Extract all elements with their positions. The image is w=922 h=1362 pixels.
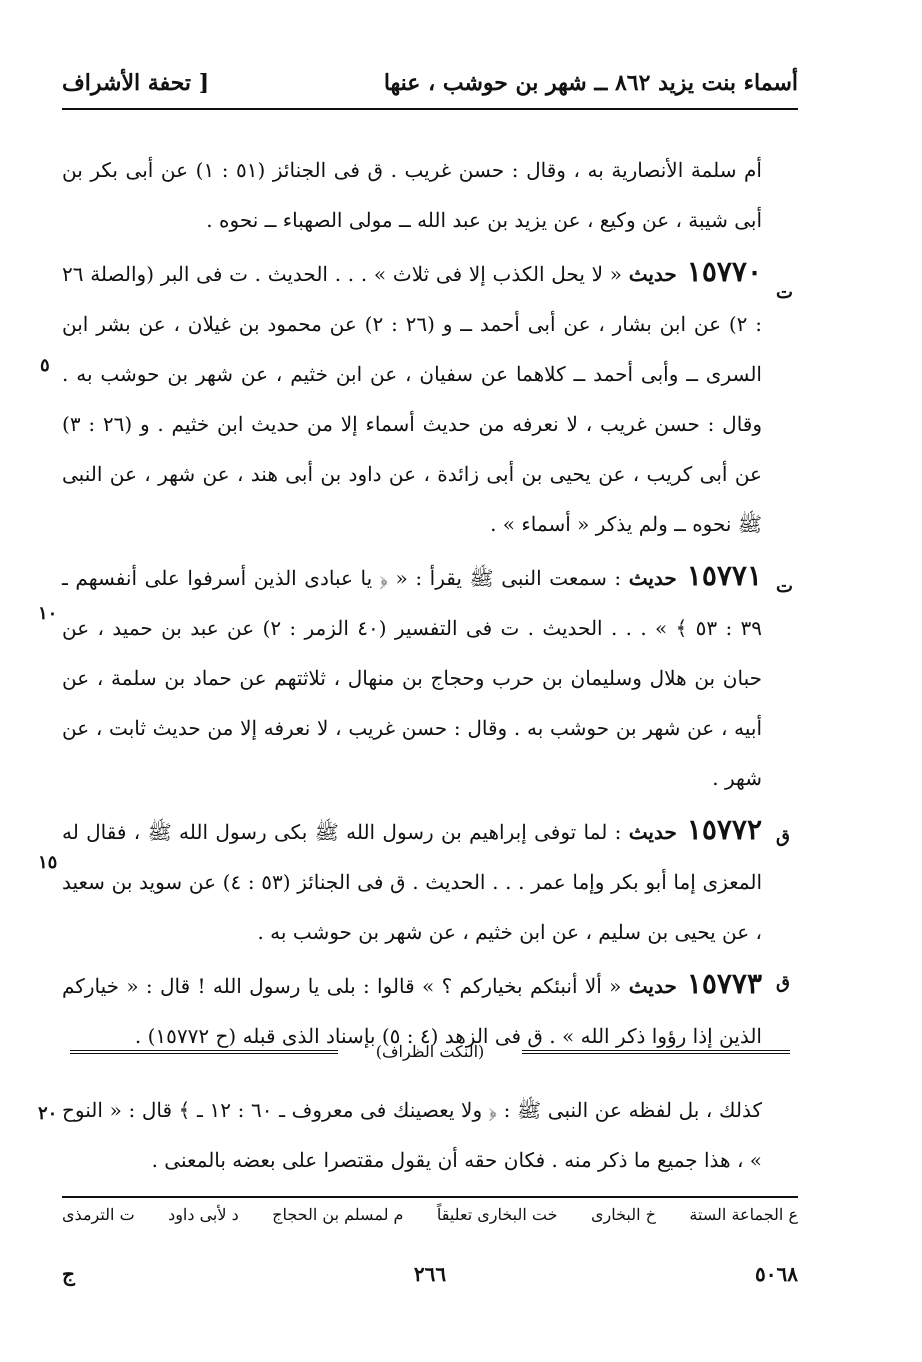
legend-item: ت الترمذى [62, 1205, 135, 1224]
notes-section [62, 1085, 762, 1185]
header-title: أسماء بنت يزيد ٨٦٢ ــ شهر بن حوشب ، عنها [383, 70, 798, 96]
main-text [62, 145, 762, 1061]
margin-line-number: ١٥ [38, 852, 58, 873]
hadith-keyword: حديث [628, 262, 677, 286]
hadith-entry [62, 551, 762, 803]
margin-line-number: ٢٠ [38, 1103, 58, 1124]
header-book-title: [ تحفة الأشراف [62, 70, 210, 96]
divider-rule-right [522, 1050, 790, 1054]
divider-title: (النكت الظراف) [375, 1042, 485, 1061]
margin-line-number: ٥ [40, 355, 50, 376]
legend-item: خ البخارى [590, 1205, 656, 1224]
margin-source-siglum: ق [776, 826, 790, 847]
hadith-text: : لما توفى إبراهيم بن رسول الله ﷺ بكى رسول الله ﷺ ، فقال له المعزى إما أبو بكر وإما عمر . . . الحديث . ق فى الجنائز (٥٣ : ٤) عن سويد بن سعيد ، عن يحيى بن سليم ، عن ابن خثيم ، عن شهر بن حوشب به . [62, 820, 763, 944]
margin-line-number: ١٠ [38, 603, 58, 624]
legend-item: خت البخارى تعليقاً [436, 1205, 558, 1224]
opening-paragraph: أم سلمة الأنصارية به ، وقال : حسن غريب . ق فى الجنائز (٥١ : ١) عن أبى بكر بن أبى شيبة ، عن وكيع ، عن يزيد بن عبد الله ــ مولى الصهباء ــ نحوه . [62, 158, 762, 232]
hadith-text: : سمعت النبى ﷺ يقرأ : « ﴿ يا عبادى الذين أسرفوا على أنفسهم ـ ٣٩ : ٥٣ ﴾ » . . . الحديث . ت فى التفسير (٤٠ الزمر : ٢) عن عبد بن حميد ، عن حبان بن هلال وسليمان بن حرب وحجاج بن منهال ، ثلاثتهم عن حماد بن سلمة ، عن أبيه ، عن شهر بن حوشب به . وقال : حسن غريب ، لا نعرفه إلا من حديث ثابت ، عن شهر . [62, 566, 763, 790]
legend-item: د لأبى داود [168, 1205, 239, 1224]
footnote-rule [62, 1196, 798, 1198]
section-divider [70, 1042, 790, 1064]
hadith-keyword: حديث [628, 820, 677, 844]
volume-mark: ج [62, 1262, 75, 1286]
page-footer [62, 1262, 798, 1292]
hadith-number: ١٥٧٧٠ [686, 255, 762, 288]
entry-number: ٥٠٦٨ [755, 1262, 798, 1286]
page-number: ٢٦٦ [413, 1262, 447, 1286]
hadith-text: « لا يحل الكذب إلا فى ثلاث » . . . الحديث . ت فى البر (والصلة ٢٦ : ٢) عن ابن بشار ، عن أبى أحمد ــ و (٢٦ : ٢) عن محمود بن غيلان ، عن بشر ابن السرى ــ وأبى أحمد ــ كلاهما عن سفيان ، عن ابن خثيم ، عن شهر بن حوشب به . وقال : حسن غريب ، لا نعرفه من حديث أسماء إلا من حديث ابن خثيم . و (٢٦ : ٣) عن أبى كريب ، عن يحيى بن أبى زائدة ، عن داود بن أبى هند ، عن شهر ، عن النبى ﷺ نحوه ــ ولم يذكر « أسماء » . [62, 262, 763, 536]
legend-item: م لمسلم بن الحجاج [272, 1205, 404, 1224]
notes-text: كذلك ، بل لفظه عن النبى ﷺ : ﴿ ولا يعصينك فى معروف ـ ٦٠ : ١٢ ـ ﴾ قال : « النوح » ، هذا جميع ما ذكر منه . فكان حقه أن يقول مقتصرا على بعضه بالمعنى . [62, 1098, 762, 1172]
hadith-keyword: حديث [628, 566, 677, 590]
margin-source-siglum: ت [776, 282, 793, 303]
hadith-entry [62, 805, 762, 957]
hadith-entry [62, 247, 762, 549]
hadith-keyword: حديث [628, 974, 677, 998]
running-header [62, 70, 798, 104]
hadith-number: ١٥٧٧٢ [686, 813, 763, 846]
margin-source-siglum: ت [776, 576, 793, 597]
hadith-number: ١٥٧٧١ [686, 559, 762, 592]
margin-source-siglum: ق [776, 972, 790, 993]
divider-rule-left [70, 1050, 338, 1054]
abbreviations-legend [62, 1205, 798, 1224]
hadith-number: ١٥٧٧٣ [686, 967, 763, 1000]
hadith-text: « ألا أنبئكم بخياركم ؟ » قالوا : بلى يا رسول الله ! قال : « خياركم الذين إذا رؤوا ذكر الله » . ق فى الزهد (٤ : ٥) بإسناد الذى قبله (ح ١٥٧٧٢) . [62, 974, 762, 1048]
header-rule [62, 108, 798, 110]
legend-item: ع الجماعة الستة [689, 1205, 798, 1224]
